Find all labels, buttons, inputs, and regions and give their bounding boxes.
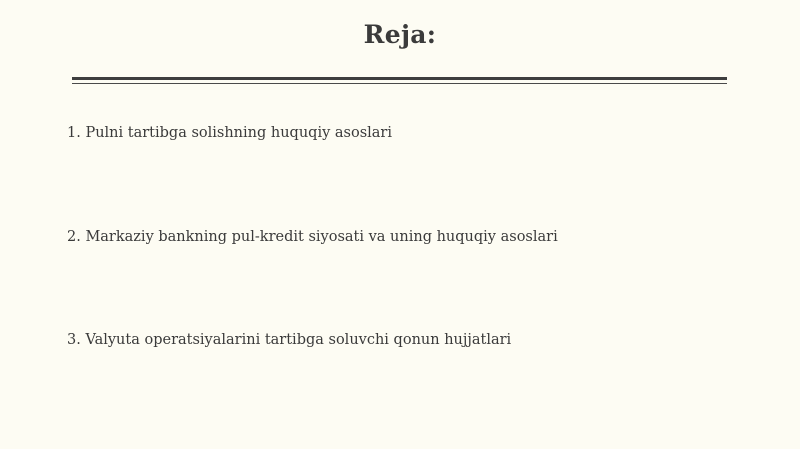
plan-item-2: 2. Markaziy bankning pul-kredit siyosati va uning huquqiy asoslari xyxy=(67,229,558,245)
slide-title: Reja: xyxy=(363,20,437,49)
plan-item-1: 1. Pulni tartibga solishning huquqiy asoslari xyxy=(67,125,393,141)
title-divider-thick-line xyxy=(72,77,727,80)
title-divider-thin-line xyxy=(72,83,727,84)
plan-item-3: 3. Valyuta operatsiyalarini tartibga soluvchi qonun hujjatlari xyxy=(67,332,512,348)
